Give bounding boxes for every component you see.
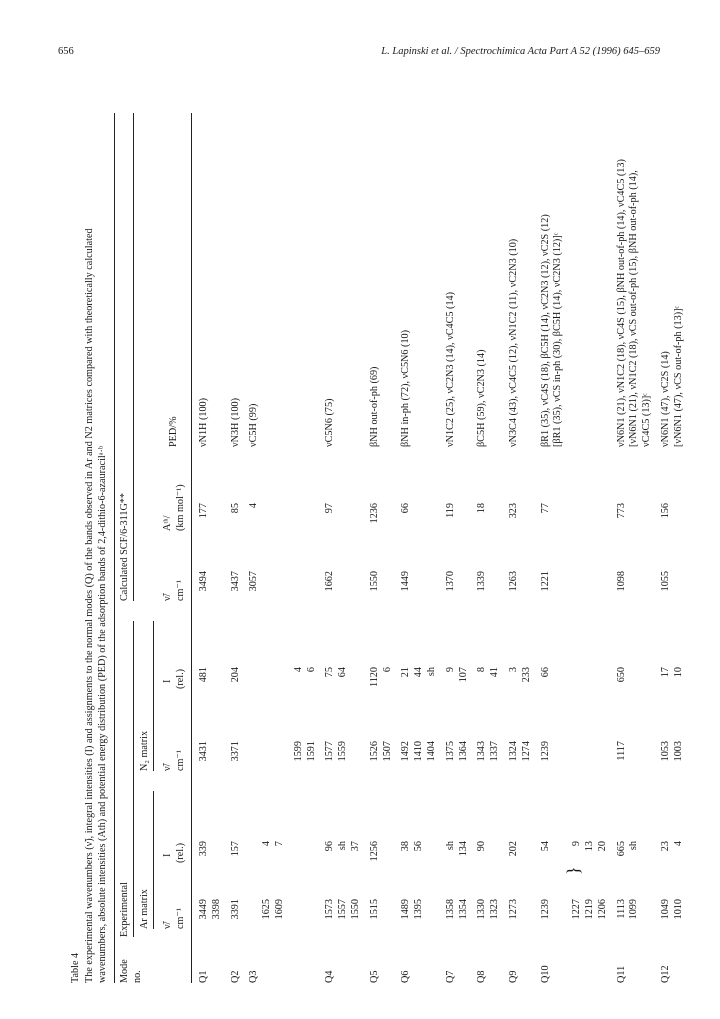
brace-q8: } — [563, 866, 583, 875]
ar-wavenumber-line: 1219 — [583, 899, 595, 920]
ped-cell-line: [νN6N1 (21), νN1C2 (18), νCS out-of-ph (15), βNH out-of-ph (14), — [628, 170, 640, 447]
ped-cell — [508, 107, 521, 447]
mode-cell-line — [293, 947, 306, 983]
ar-wavenumber — [445, 899, 471, 933]
n2-intensity — [324, 667, 350, 697]
ped-cell — [369, 107, 382, 447]
calc-wavenumber — [660, 571, 673, 605]
ar-wavenumber-line: 1239 — [539, 899, 551, 920]
calc-intensity — [400, 503, 413, 533]
n2-wavenumber — [660, 741, 686, 775]
calc-intensity — [540, 503, 553, 533]
ar-wavenumber — [400, 899, 426, 933]
n2-wavenumber — [400, 741, 438, 775]
ar-wavenumber-line: 1358 — [444, 899, 456, 920]
mode-cell — [445, 947, 458, 983]
n2-intensity-line: 44 — [413, 667, 425, 678]
n2-wavenumber-line: 1053 — [660, 741, 671, 762]
ar-wavenumber-line — [248, 899, 261, 933]
calc-wavenumber-line: 1339 — [476, 571, 488, 592]
ar-intensity-line: 1256 — [368, 841, 380, 862]
ar-wavenumber-line: 1550 — [349, 899, 361, 920]
calc-intensity — [660, 503, 673, 533]
calc-intensity — [324, 503, 337, 533]
n2-intensity — [445, 667, 471, 697]
n2-intensity-line: sh — [425, 667, 437, 677]
calc-intensity-line: 85 — [229, 503, 241, 514]
calc-intensity-line: 773 — [615, 503, 627, 519]
mode-cell-line: Q12 — [660, 965, 671, 983]
ar-wavenumber-line: 1113 — [615, 899, 627, 919]
calc-wavenumber-line: 3437 — [229, 571, 241, 592]
ar-rule — [153, 791, 154, 929]
ar-wavenumber — [571, 899, 609, 933]
ar-intensity-line — [211, 841, 224, 871]
ar-intensity-line: 7 — [273, 841, 285, 847]
ar-wavenumber — [369, 899, 382, 933]
ped-cell — [660, 107, 686, 447]
calc-wavenumber — [369, 571, 382, 605]
calc-wavenumber — [248, 571, 261, 605]
calc-wavenumber-line: 1449 — [400, 571, 412, 592]
calc-wavenumber — [198, 571, 211, 605]
ar-intensity — [248, 841, 286, 871]
ar-wavenumber-line: 1227 — [571, 899, 583, 920]
calc-intensity-line: 66 — [400, 503, 412, 514]
ar-wavenumber — [540, 899, 553, 933]
ped-cell-line: νN6N1 (47), νC2S (14) — [660, 351, 671, 447]
calc-wavenumber-line: 3494 — [198, 571, 209, 592]
ar-wavenumber-line: 1573 — [324, 899, 336, 920]
ar-intensity — [476, 841, 502, 871]
rotated-table — [70, 103, 690, 983]
header-ath: Aᵗʰ/ — [162, 515, 173, 531]
ar-intensity-line: 96 — [324, 841, 336, 852]
mode-cell — [616, 947, 629, 983]
calc-wavenumber — [476, 571, 489, 605]
ar-intensity-line: 90 — [476, 841, 488, 852]
ar-intensity-line: 134 — [457, 841, 469, 857]
n2-intensity-line: 650 — [615, 667, 627, 683]
n2-intensity — [293, 667, 319, 697]
ped-cell-line: [νN6N1 (47), νCS out-of-ph (13)]ᶜ — [672, 305, 684, 447]
mode-cell — [369, 947, 382, 983]
mode-cell — [508, 947, 521, 983]
calc-intensity-line: 119 — [444, 503, 456, 518]
ar-intensity-line: 665 — [615, 841, 627, 857]
ar-intensity-line: 37 — [349, 841, 361, 852]
n2-wavenumber-line: 1337 — [489, 741, 501, 762]
mode-cell-line: Q5 — [368, 970, 380, 983]
header-ar-int-unit: (rel.) — [175, 842, 186, 863]
n2-intensity-line: 9 — [444, 667, 456, 673]
ar-wavenumber-line: 1049 — [660, 899, 671, 920]
header-experimental: Experimental — [119, 882, 130, 937]
ar-intensity-line: 157 — [229, 841, 241, 857]
header-ar-matrix: Ar matrix — [139, 889, 150, 929]
ar-wavenumber-line: 1323 — [489, 899, 501, 920]
n2-wavenumber-line: 1507 — [381, 741, 393, 762]
n2-wavenumber — [616, 741, 629, 775]
n2-intensity-line: 64 — [337, 667, 349, 678]
ped-cell-line: νN6N1 (21), νN1C2 (18), νC4S (15), βNH out-of-ph (14), νC4C5 (13) — [615, 159, 627, 447]
ar-intensity — [540, 841, 553, 871]
calc-wavenumber-line: 1370 — [444, 571, 456, 592]
n2-intensity-line: 107 — [457, 667, 469, 683]
ped-cell-line: [βR1 (35), νCS in-ph (30), βC5H (14), νC2N3 (12)]ᶜ — [552, 232, 564, 447]
n2-intensity — [660, 667, 686, 697]
header-ar-wn: ν̃/ — [162, 921, 173, 929]
n2-wavenumber — [293, 741, 319, 775]
ped-cell — [476, 107, 489, 447]
n2-intensity-line: 1120 — [368, 667, 380, 687]
mode-cell — [400, 947, 413, 983]
mode-cell-line: Q6 — [400, 970, 412, 983]
calc-intensity — [198, 503, 211, 533]
ar-intensity — [230, 841, 243, 871]
header-calc-wn-unit: cm⁻¹ — [175, 580, 186, 601]
table-caption: The experimental wavenumbers (ν̃), integral intensities (I) and assignments to the normal modes (Q) of the bands observed in Ar and N2 matrices compared with theoretically calculated wavenumbers, absolute intensities (Ath) and potential energy distribution (PED) of the adsorption bands of 2,4-dithio-6-azauracilᵃ·ᵇ — [84, 228, 108, 983]
header-ped: PED/% — [168, 416, 179, 447]
n2-intensity-line: 41 — [489, 667, 501, 678]
mode-cell-line: Q3 — [248, 970, 260, 983]
n2-wavenumber-line: 1375 — [444, 741, 456, 762]
ar-intensity-line: 4 — [672, 841, 684, 847]
n2-wavenumber — [540, 741, 553, 775]
ar-wavenumber — [324, 899, 362, 933]
mode-cell — [248, 947, 261, 983]
mode-cell-line: Q1 — [198, 970, 209, 983]
ar-wavenumber-line: 1330 — [476, 899, 488, 920]
header-n2-int: I — [162, 679, 173, 683]
mode-cell-line: Q4 — [324, 970, 336, 983]
mode-cell-line: Q9 — [508, 970, 519, 983]
calc-intensity — [248, 503, 261, 533]
n2-intensity — [540, 667, 553, 697]
ar-wavenumber-line: 1354 — [457, 899, 469, 920]
header-calculated: Calculated SCF/6-311G** — [119, 493, 130, 601]
n2-intensity-line: 8 — [476, 667, 488, 673]
ar-intensity-line: 4 — [261, 841, 273, 847]
calc-wavenumber-line: 1662 — [324, 571, 336, 592]
n2-intensity-line: 10 — [672, 667, 684, 678]
n2-intensity-line: 6 — [305, 667, 317, 673]
mode-cell — [293, 947, 306, 983]
ped-cell — [230, 107, 243, 447]
ar-intensity-line: 23 — [660, 841, 671, 852]
header-n2-wn-unit: cm⁻¹ — [175, 750, 186, 771]
ar-intensity-line: 339 — [198, 841, 209, 857]
ped-cell — [248, 107, 261, 447]
calc-intensity — [616, 503, 629, 533]
header-n2-wn: ν̃/ — [162, 763, 173, 771]
header-ar-wn-unit: cm⁻¹ — [175, 908, 186, 929]
ar-intensity — [508, 841, 521, 871]
mode-cell — [230, 947, 243, 983]
calc-wavenumber — [324, 571, 337, 605]
calc-wavenumber — [540, 571, 553, 605]
n2-intensity — [508, 667, 534, 697]
calc-wavenumber-line: 1221 — [539, 571, 551, 592]
n2-wavenumber — [508, 741, 534, 775]
calc-wavenumber-line: 1055 — [660, 571, 671, 592]
calc-wavenumber-line: 1098 — [615, 571, 627, 592]
n2-rule — [153, 621, 154, 771]
ar-wavenumber — [660, 899, 686, 933]
ar-intensity — [198, 841, 224, 871]
mode-cell-line: Q2 — [229, 970, 241, 983]
n2-intensity-line: 66 — [539, 667, 551, 678]
n2-intensity-line: 4 — [292, 667, 304, 673]
ar-wavenumber-line: 1609 — [273, 899, 285, 920]
n2-wavenumber — [476, 741, 502, 775]
running-head: L. Lapinski et al. / Spectrochimica Acta Part A 52 (1996) 645–659 — [381, 46, 660, 57]
ped-cell-line: βC5H (59), νC2N3 (14) — [476, 349, 488, 447]
header-ath-unit: (km mol⁻¹) — [175, 484, 186, 531]
calculated-rule — [133, 113, 134, 601]
calc-wavenumber — [400, 571, 413, 605]
n2-wavenumber-line: 1404 — [425, 741, 437, 762]
ar-wavenumber-line: 1515 — [368, 899, 380, 920]
calc-wavenumber-line: 3057 — [248, 571, 260, 592]
calc-intensity — [230, 503, 243, 533]
n2-intensity-line: 3 — [508, 667, 519, 673]
n2-intensity — [230, 667, 243, 697]
ar-wavenumber — [476, 899, 502, 933]
n2-wavenumber — [198, 741, 211, 775]
n2-wavenumber-line: 1410 — [413, 741, 425, 762]
top-rule — [114, 113, 115, 983]
ped-cell-line: νN3C4 (43), νC4C5 (12), νN1C2 (11), νC2N3 (10) — [508, 238, 519, 447]
ar-intensity — [324, 841, 362, 871]
ar-intensity — [369, 841, 382, 871]
n2-wavenumber-line: 1364 — [457, 741, 469, 762]
n2-wavenumber-line: 1324 — [508, 741, 519, 762]
calc-intensity-line: 4 — [248, 503, 260, 509]
mode-cell — [660, 947, 673, 983]
n2-wavenumber-line: 1526 — [368, 741, 380, 762]
ar-wavenumber — [230, 899, 243, 933]
calc-intensity — [508, 503, 521, 533]
n2-intensity-line: 75 — [324, 667, 336, 678]
ar-wavenumber-line: 1206 — [596, 899, 608, 920]
n2-wavenumber-line: 3431 — [198, 741, 209, 762]
mode-cell — [198, 947, 211, 983]
calc-intensity-line: 323 — [508, 503, 519, 519]
ar-intensity-line: 13 — [583, 841, 595, 852]
ar-intensity-line: 9 — [571, 841, 583, 847]
ped-cell — [198, 107, 211, 447]
n2-wavenumber — [369, 741, 395, 775]
ped-cell-line: νN1C2 (25), νC2N3 (14), νC4C5 (14) — [444, 291, 456, 447]
ar-wavenumber-line: 3449 — [198, 899, 209, 920]
n2-intensity-line: 204 — [229, 667, 241, 683]
ar-wavenumber-line: 1010 — [672, 899, 684, 920]
mode-cell-line: Q8 — [476, 970, 488, 983]
ar-wavenumber — [198, 899, 224, 933]
experimental-rule — [133, 621, 134, 937]
ar-wavenumber-line: 3391 — [229, 899, 241, 920]
n2-wavenumber-line: 1599 — [292, 741, 304, 762]
n2-wavenumber-line: 1117 — [615, 741, 627, 761]
ped-cell-line: νC5N6 (75) — [324, 398, 336, 447]
ar-intensity-line: sh — [337, 841, 349, 851]
ar-wavenumber-line: 1489 — [400, 899, 412, 920]
calc-intensity-line: 1236 — [368, 503, 380, 524]
n2-intensity-line: 233 — [520, 667, 532, 683]
n2-intensity-line: 17 — [660, 667, 671, 678]
calc-intensity — [476, 503, 489, 533]
ped-cell-line: νN3H (100) — [229, 397, 241, 447]
ar-wavenumber-line: 3398 — [210, 899, 222, 920]
calc-wavenumber-line: 1263 — [508, 571, 519, 592]
ar-wavenumber — [248, 899, 286, 933]
ar-intensity-line: 38 — [400, 841, 412, 852]
n2-wavenumber-line: 1274 — [520, 741, 532, 762]
ar-wavenumber — [508, 899, 521, 933]
n2-intensity — [616, 667, 629, 697]
header-mode-no: no. — [132, 970, 143, 983]
mode-cell-line: Q7 — [444, 970, 456, 983]
ar-intensity — [400, 841, 426, 871]
header-ar-int: I — [162, 853, 173, 857]
ped-cell — [324, 107, 337, 447]
ped-cell-line: βNH out-of-ph (69) — [368, 366, 380, 447]
ar-wavenumber-line: 1273 — [508, 899, 519, 920]
ar-intensity-line: 20 — [596, 841, 608, 852]
header-n2-int-unit: (rel.) — [175, 668, 186, 689]
n2-intensity-line: 6 — [381, 667, 393, 673]
ar-intensity-line: sh — [444, 841, 456, 851]
ped-cell — [616, 107, 654, 447]
n2-wavenumber — [445, 741, 471, 775]
calc-intensity — [369, 503, 382, 533]
ped-cell-line: νN1H (100) — [198, 397, 209, 447]
page-header — [0, 46, 720, 62]
n2-intensity — [476, 667, 502, 697]
ped-cell-line: βNH in-ph (72), νC5N6 (10) — [400, 329, 412, 447]
header-calc-wn: ν̃/ — [162, 593, 173, 601]
calc-intensity-line: 77 — [539, 503, 551, 514]
header-rule — [191, 113, 192, 983]
calc-wavenumber-line: 1550 — [368, 571, 380, 592]
mode-cell-line: Q11 — [615, 965, 627, 983]
n2-intensity — [198, 667, 211, 697]
ar-intensity — [616, 841, 642, 871]
n2-wavenumber-line: 1577 — [324, 741, 336, 762]
mode-cell-line — [571, 947, 584, 983]
n2-wavenumber-line: 1343 — [476, 741, 488, 762]
ar-intensity-line — [248, 841, 261, 871]
n2-wavenumber — [324, 741, 350, 775]
n2-wavenumber-line: 1591 — [305, 741, 317, 762]
calc-intensity-line: 177 — [198, 503, 209, 519]
calc-intensity-line: 18 — [476, 503, 488, 514]
n2-intensity — [400, 667, 438, 697]
calc-wavenumber — [445, 571, 458, 605]
n2-wavenumber-line: 1492 — [400, 741, 412, 762]
ar-intensity-line: 202 — [508, 841, 519, 857]
ped-cell — [445, 107, 458, 447]
n2-intensity-line: 21 — [400, 667, 412, 678]
ped-cell-line: νC4C5 (13)]ᶜ — [641, 393, 653, 447]
n2-wavenumber — [230, 741, 243, 775]
mode-cell — [324, 947, 337, 983]
calc-wavenumber — [508, 571, 521, 605]
ped-cell — [400, 107, 413, 447]
mode-cell — [540, 947, 553, 983]
header-mode: Mode — [119, 959, 130, 983]
n2-wavenumber-line: 1559 — [337, 741, 349, 762]
ar-wavenumber-line: 1395 — [413, 899, 425, 920]
page-number: 656 — [58, 46, 74, 57]
calc-wavenumber — [230, 571, 243, 605]
header-n2-matrix: N₂ matrix — [139, 730, 150, 771]
ar-wavenumber-line: 1099 — [628, 899, 640, 920]
n2-wavenumber-line: 1239 — [539, 741, 551, 762]
ar-wavenumber-line: 1625 — [261, 899, 273, 920]
ar-intensity-line: 54 — [539, 841, 551, 852]
table-label: Table 4 — [70, 952, 81, 983]
calc-wavenumber — [616, 571, 629, 605]
ar-intensity — [445, 841, 471, 871]
mode-cell — [476, 947, 489, 983]
mode-cell — [571, 947, 584, 983]
n2-intensity-line: 481 — [198, 667, 209, 683]
calc-intensity-line: 97 — [324, 503, 336, 514]
n2-wavenumber-line: 1003 — [672, 741, 684, 762]
ar-wavenumber-line: 1557 — [337, 899, 349, 920]
ar-intensity — [660, 841, 686, 871]
ar-intensity-line — [489, 841, 502, 871]
calc-intensity-line: 156 — [660, 503, 671, 519]
ped-cell-line: βR1 (35), νC4S (18), βC5H (14), νC2N3 (12), νC2S (12) — [539, 214, 551, 447]
ar-intensity-line: sh — [628, 841, 640, 851]
ped-cell — [540, 107, 566, 447]
calc-intensity — [445, 503, 458, 533]
n2-intensity — [369, 667, 395, 697]
ped-cell-line: νC5H (99) — [248, 403, 260, 447]
n2-wavenumber-line: 3371 — [229, 741, 241, 762]
ar-intensity-line: 56 — [413, 841, 425, 852]
mode-cell-line: Q10 — [539, 965, 551, 983]
ar-wavenumber — [616, 899, 642, 933]
